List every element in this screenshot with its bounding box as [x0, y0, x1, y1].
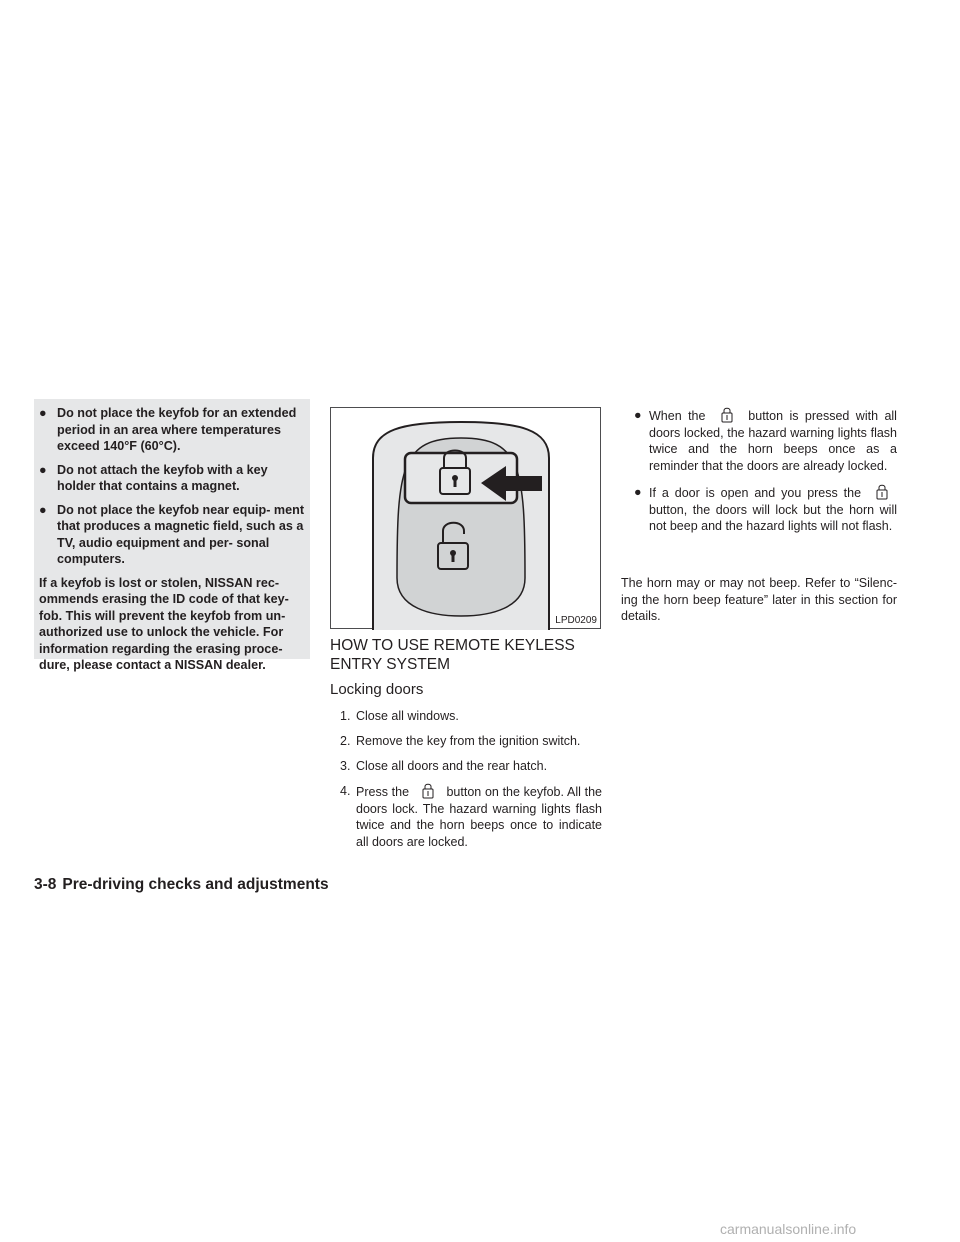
bullet-icon: ● — [634, 408, 642, 422]
lock-button-icon — [413, 783, 443, 799]
page-footer — [34, 876, 329, 894]
figure-label: LPD0209 — [555, 615, 597, 626]
warning-bullet: ● Do not place the keyfob for an extended period in an area where temperatures exceed 140°F (60°C). — [39, 406, 297, 453]
bullet-icon: ● — [39, 406, 47, 420]
horn-note-paragraph: The horn may or may not beep. Refer to “Silenc- ing the horn beep feature” later in this section for details. — [621, 576, 897, 623]
warning-bullet: ● Do not place the keyfob near equip- ment that produces a magnetic field, such as a TV, audio equipment and per- sonal computers. — [39, 502, 305, 566]
list-item: ● If a door is open and you press the button, the doors will lock but the horn will not beep and the hazard lights will not flash. — [621, 484, 897, 535]
section-subtitle: Locking doors — [330, 681, 424, 698]
bullet-icon: ● — [39, 462, 47, 477]
steps-list — [340, 708, 602, 859]
list-item: 4. Press the button on the keyfob. All the doors lock. The hazard warning lights flash twice and the horn beeps once to indicate all doors are locked. — [340, 784, 602, 849]
lock-button-icon — [712, 407, 742, 423]
lock-button-icon — [867, 484, 897, 500]
keyfob-illustration — [331, 408, 602, 630]
chapter-title: Pre-driving checks and adjustments — [62, 876, 329, 893]
right-bullets — [621, 407, 897, 545]
list-item: ● When the button is pressed with all doors locked, the hazard warning lights flash twice and the horn beeps once as a reminder that the doors are already locked. — [621, 407, 897, 474]
warning-text — [39, 405, 308, 674]
section-title: HOW TO USE REMOTE KEYLESS ENTRY SYSTEM — [330, 637, 575, 673]
warning-paragraph: If a keyfob is lost or stolen, NISSAN rec- ommends erasing the ID code of that key- fob. This will prevent the keyfob from un- authorized use to unlock the vehicle. For information regarding the erasing proce- dure, please contact a NISSAN dealer. — [39, 575, 289, 672]
bullet-icon: ● — [39, 502, 47, 517]
page-number: 3-8 — [34, 876, 57, 893]
list-item: 2. Remove the key from the ignition switch. — [340, 734, 581, 748]
list-item: 1. Close all windows. — [340, 709, 459, 723]
keyfob-figure — [330, 407, 601, 629]
bullet-icon: ● — [634, 485, 642, 499]
watermark[interactable]: carmanualsonline.info — [720, 1221, 857, 1237]
list-item: 3. Close all doors and the rear hatch. — [340, 759, 548, 773]
warning-bullet: ● Do not attach the keyfob with a key holder that contains a magnet. — [39, 462, 268, 493]
